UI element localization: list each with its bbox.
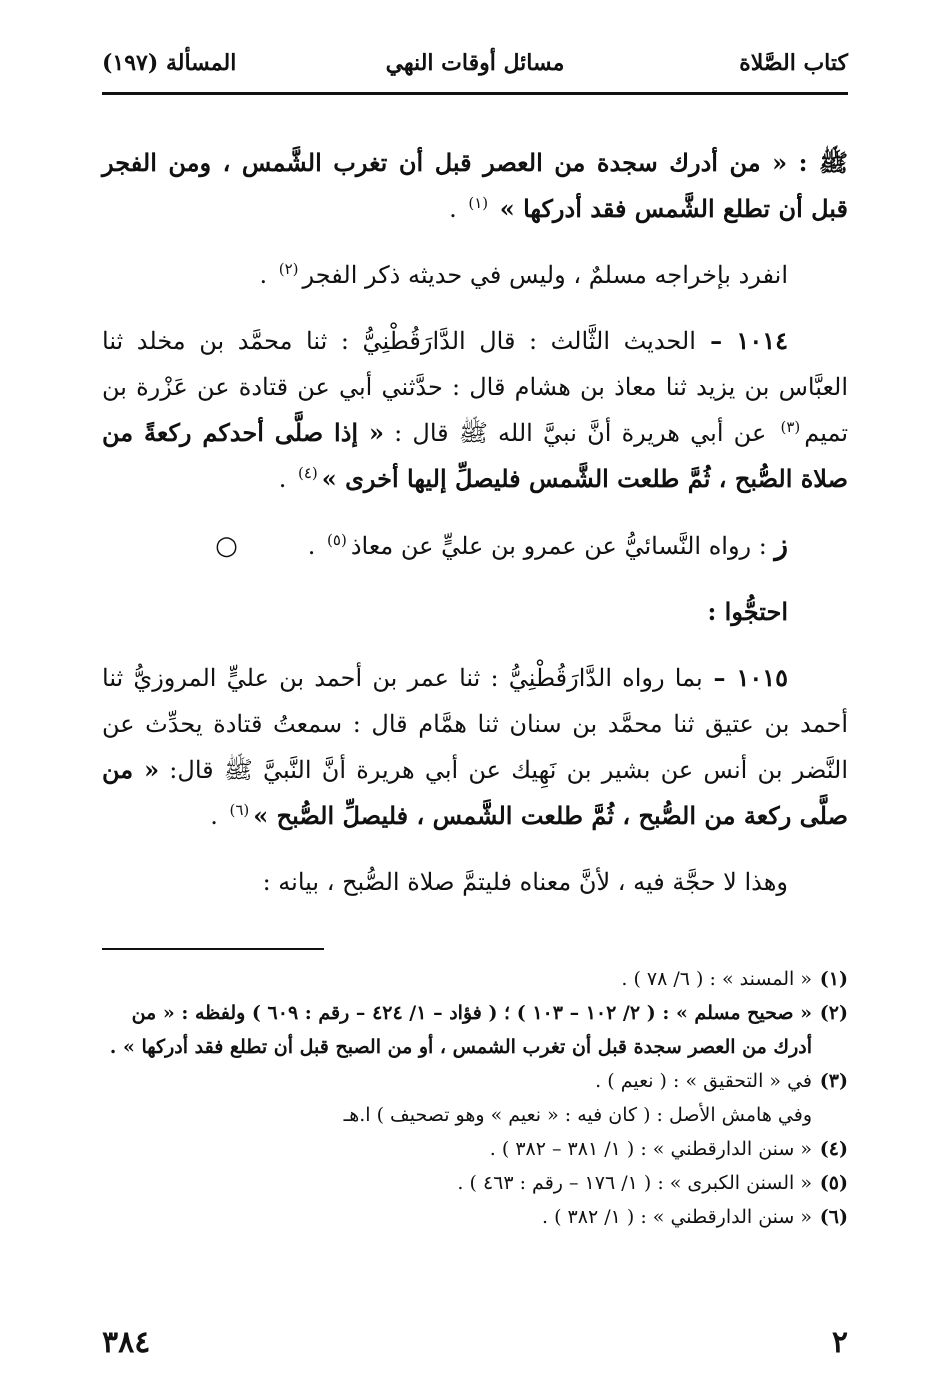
footnote-ref[interactable]: (٣)	[780, 418, 801, 436]
text-run: ١٠١٥ –	[702, 663, 788, 692]
footnote-text: في « التحقيق » : ( نعيم ) .	[595, 1070, 812, 1092]
body-text	[102, 140, 848, 925]
footnote	[102, 1030, 848, 1064]
text-run: « إذا صلَّى أحدكم ركعةً من صلاة الصُّبح ، ثُمَّ طلعت الشَّمس فليصلِّ إليها أخرى »	[102, 418, 848, 493]
paragraph	[102, 318, 848, 502]
text-run: ﷺ : « من أدرك سجدة من العصر قبل أن تغرب الشَّمس ، ومن الفجر قبل أن تطلع الشَّمس فقد أدركها »	[102, 148, 848, 223]
header-book-title: كتاب الصَّلاة	[739, 50, 848, 76]
circle-marker: ○	[215, 531, 238, 561]
paragraph	[102, 589, 848, 635]
footnote-text: « سنن الدارقطني » : ( ١/ ٣٨١ – ٣٨٢ ) .	[489, 1138, 812, 1160]
paragraph	[102, 859, 848, 905]
footnote-text: « سنن الدارقطني » : ( ١/ ٣٨٢ ) .	[542, 1206, 812, 1228]
text-run: : رواه النَّسائيُّ عن عمرو بن عليٍّ عن معاذ	[350, 532, 775, 560]
punctuation: .	[307, 532, 324, 560]
text-run: احتجُّوا :	[707, 597, 788, 626]
footnote-number: (٦)	[819, 1206, 848, 1228]
page-number-left: ٣٨٤	[102, 1325, 151, 1360]
page	[102, 40, 848, 1360]
punctuation: .	[449, 195, 465, 223]
text-run: « من صلَّى ركعة من الصُّبح ، ثُمَّ طلعت الشَّمس ، فليصلِّ الصُّبح »	[102, 755, 848, 830]
running-header	[102, 50, 848, 86]
footnote-number: (٥)	[819, 1172, 848, 1194]
footnote	[102, 1166, 848, 1200]
paragraph	[102, 252, 848, 298]
paragraph	[102, 522, 848, 569]
punctuation: .	[278, 465, 294, 493]
footnote-number: (٢)	[819, 1002, 848, 1024]
text-run: الحديث الثَّالث : قال الدَّارَقُطْنِيُّ : ثنا محمَّد بن مخلد ثنا العبَّاس بن يزيد ثنا معاذ بن هشام قال : حدَّثني أبي عن قتادة عن عَزْرة بن تميم	[102, 327, 849, 447]
footnote-text: « المسند » : ( ٦/ ٧٨ ) .	[621, 968, 812, 990]
footnote	[102, 1098, 848, 1132]
footnote	[102, 1064, 848, 1098]
footnote	[102, 1132, 848, 1166]
footnote-ref[interactable]: (٤)	[297, 464, 318, 482]
footnote-number: (١)	[819, 968, 848, 990]
footnote-ref[interactable]: (٥)	[327, 531, 347, 549]
header-rule	[102, 92, 848, 95]
page-number-right: ٢	[831, 1325, 848, 1360]
text-run: ١٠١٤ –	[695, 326, 788, 355]
footnote-ref[interactable]: (٦)	[229, 801, 250, 819]
footnote	[102, 996, 848, 1030]
footnote	[102, 962, 848, 996]
footnote-ref[interactable]: (٢)	[278, 260, 299, 278]
footnote-text: « صحيح مسلم » : ( ٢/ ١٠٢ – ١٠٣ ) ؛ ( فؤاد – ١/ ٤٢٤ – رقم : ٦٠٩ ) ولفظه : « من	[131, 1002, 812, 1024]
header-issue-number: المسألة (١٩٧)	[102, 50, 237, 76]
paragraph	[102, 655, 848, 839]
text-run: عن أبي هريرة أنَّ نبيَّ الله ﷺ قال :	[383, 419, 777, 447]
footnotes	[102, 962, 848, 1234]
footnote-text: وفي هامش الأصل : ( كان فيه : « نعيم » وهو تصحيف ) ا.هـ	[343, 1104, 812, 1126]
text-run: وهذا لا حجَّة فيه ، لأنَّ معناه فليتمَّ صلاة الصُّبح ، بيانه :	[262, 868, 788, 896]
punctuation: .	[210, 802, 226, 830]
text-run: بما رواه الدَّارَقُطْنِيُّ : ثنا عمر بن أحمد بن عليٍّ المروزيُّ ثنا أحمد بن عتيق ثنا محمَّد بن سنان ثنا همَّام قال : سمعتُ قتادة يحدِّث عن النَّضر بن أنس عن بشير بن نَهِيك عن أبي هريرة أنَّ النَّبيَّ ﷺ قال:	[102, 664, 849, 784]
footnote-text: أدرك من العصر سجدة قبل أن تغرب الشمس ، أو من الصبح قبل أن تطلع فقد أدركها » .	[109, 1036, 812, 1058]
footnote	[102, 1200, 848, 1234]
text-run	[492, 195, 500, 223]
paragraph	[102, 140, 848, 232]
footnote-rule	[102, 948, 324, 950]
text-run: انفرد بإخراجه مسلمٌ ، وليس في حديثه ذكر الفجر	[302, 261, 788, 289]
header-chapter-title: مسائل أوقات النهي	[385, 50, 565, 76]
footnote-number: (٤)	[819, 1138, 848, 1160]
footnote-number: (٣)	[819, 1070, 848, 1092]
footnote-text: « السنن الكبرى » : ( ١/ ١٧٦ – رقم : ٤٦٣ ) .	[457, 1172, 812, 1194]
footnote-ref[interactable]: (١)	[468, 194, 489, 212]
punctuation: .	[259, 261, 275, 289]
zay-symbol: ز	[774, 528, 788, 561]
